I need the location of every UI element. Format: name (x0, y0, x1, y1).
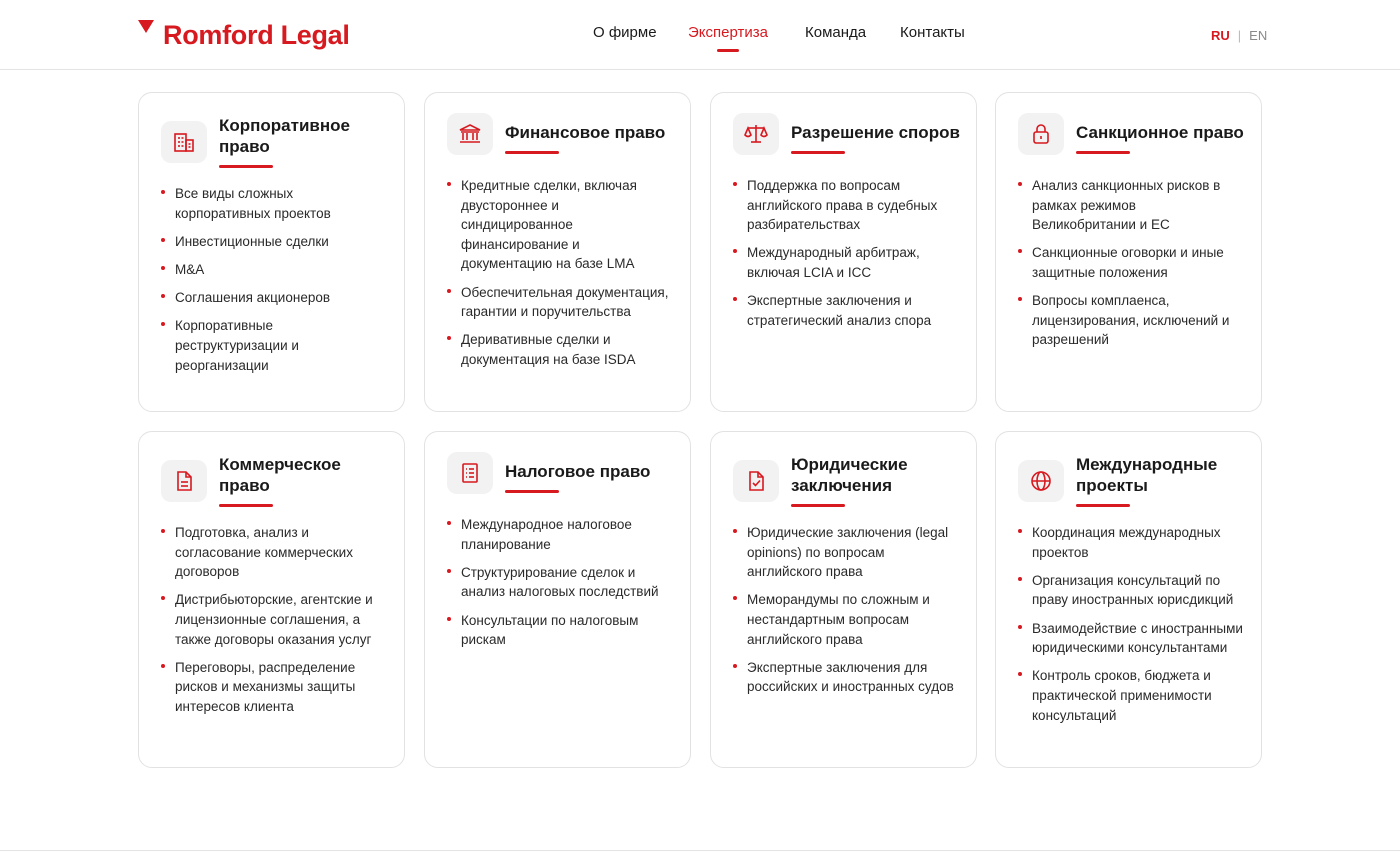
list-item: Организация консультаций по праву иностранных юрисдикций (1018, 571, 1243, 610)
list-item: Анализ санкционных рисков в рамках режимов Великобритании и ЕС (1018, 176, 1243, 235)
list-item: Деривативные сделки и документация на базе ISDA (447, 330, 672, 369)
list-item: Кредитные сделки, включая двустороннее и синдицированное финансирование и документацию на базе LMA (447, 176, 672, 274)
list-item: Соглашения акционеров (161, 288, 386, 308)
card-title: Разрешение споров (791, 123, 960, 142)
language-switcher (1211, 28, 1267, 43)
lang-separator: | (1237, 28, 1242, 43)
nav-item-contacts[interactable]: Контакты (900, 24, 965, 41)
card-list (1018, 176, 1243, 359)
list-item: Все виды сложных корпоративных проектов (161, 184, 386, 223)
list-item: Корпоративные реструктуризации и реорганизации (161, 316, 386, 375)
card-title-underline (1076, 504, 1130, 507)
document-icon (161, 460, 207, 502)
card-list (161, 184, 386, 384)
card-title-underline (219, 504, 273, 507)
list-item: Вопросы комплаенса, лицензирования, исключений и разрешений (1018, 291, 1243, 350)
card-title: Налоговое право (505, 462, 651, 481)
card-title: Юридические заключения (791, 455, 908, 495)
logo-text: Romford Legal (163, 20, 350, 50)
list-item: Консультации по налоговым рискам (447, 611, 672, 650)
card-title-underline (791, 151, 845, 154)
card-title-underline (219, 165, 273, 168)
card-title-underline (505, 151, 559, 154)
list-item: Экспертные заключения и стратегический анализ спора (733, 291, 958, 330)
nav-item-about[interactable]: О фирме (593, 24, 657, 41)
card-title: Коммерческое право (219, 455, 341, 495)
lang-ru-button[interactable]: RU (1211, 28, 1230, 43)
logo-triangle-icon (138, 20, 154, 33)
list-item: Подготовка, анализ и согласование коммерческих договоров (161, 523, 386, 582)
site-header (0, 0, 1400, 70)
expertise-card-international (995, 431, 1262, 768)
bank-icon (447, 113, 493, 155)
list-item: Дистрибьюторские, агентские и лицензионные соглашения, а также договоры оказания услуг (161, 590, 386, 649)
list-item: Контроль сроков, бюджета и практической применимости консультаций (1018, 666, 1243, 725)
lock-icon (1018, 113, 1064, 155)
lang-en-button[interactable]: EN (1249, 28, 1268, 43)
card-title-underline (791, 504, 845, 507)
card-title-underline (505, 490, 559, 493)
list-item: Структурирование сделок и анализ налоговых последствий (447, 563, 672, 602)
list-item: Юридические заключения (legal opinions) по вопросам английского права (733, 523, 958, 582)
list-item: Международное налоговое планирование (447, 515, 672, 554)
list-item: Поддержка по вопросам английского права в судебных разбирательствах (733, 176, 958, 235)
list-item: Переговоры, распределение рисков и механизмы защиты интересов клиента (161, 658, 386, 717)
list-item: Экспертные заключения для российских и иностранных судов (733, 658, 958, 697)
list-item: Международный арбитраж, включая LCIA и ICC (733, 243, 958, 282)
card-title: Санкционное право (1076, 123, 1244, 142)
card-title: Корпоративное право (219, 116, 350, 156)
list-item: M&A (161, 260, 386, 280)
expertise-card-sanctions (995, 92, 1262, 412)
list-item: Меморандумы по сложным и нестандартным вопросам английского права (733, 590, 958, 649)
list-item: Санкционные оговорки и иные защитные положения (1018, 243, 1243, 282)
list-item: Инвестиционные сделки (161, 232, 386, 252)
nav-item-team[interactable]: Команда (805, 24, 867, 41)
expertise-card-finance (424, 92, 691, 412)
expertise-card-commercial (138, 431, 405, 768)
document-check-icon (733, 460, 779, 502)
list-item: Взаимодействие с иностранными юридическими консультантами (1018, 619, 1243, 658)
expertise-card-corporate (138, 92, 405, 412)
card-title-underline (1076, 151, 1130, 154)
nav-active-indicator (717, 49, 739, 52)
card-list (1018, 523, 1243, 734)
footer-divider (0, 850, 1400, 851)
expertise-card-legal-opinions (710, 431, 977, 768)
card-title: Международные проекты (1076, 455, 1218, 495)
nav-item-expertise[interactable] (688, 24, 768, 41)
card-list (733, 523, 958, 706)
card-list (447, 515, 672, 658)
globe-icon (1018, 460, 1064, 502)
nav-item-expertise-label: Экспертиза (688, 24, 768, 41)
receipt-icon (447, 452, 493, 494)
list-item: Координация международных проектов (1018, 523, 1243, 562)
card-title: Финансовое право (505, 123, 666, 142)
card-list (447, 176, 672, 378)
expertise-card-tax (424, 431, 691, 768)
card-list (161, 523, 386, 725)
list-item: Обеспечительная документация, гарантии и поручительства (447, 283, 672, 322)
scales-icon (733, 113, 779, 155)
building-icon (161, 121, 207, 163)
expertise-card-disputes (710, 92, 977, 412)
card-list (733, 176, 958, 339)
